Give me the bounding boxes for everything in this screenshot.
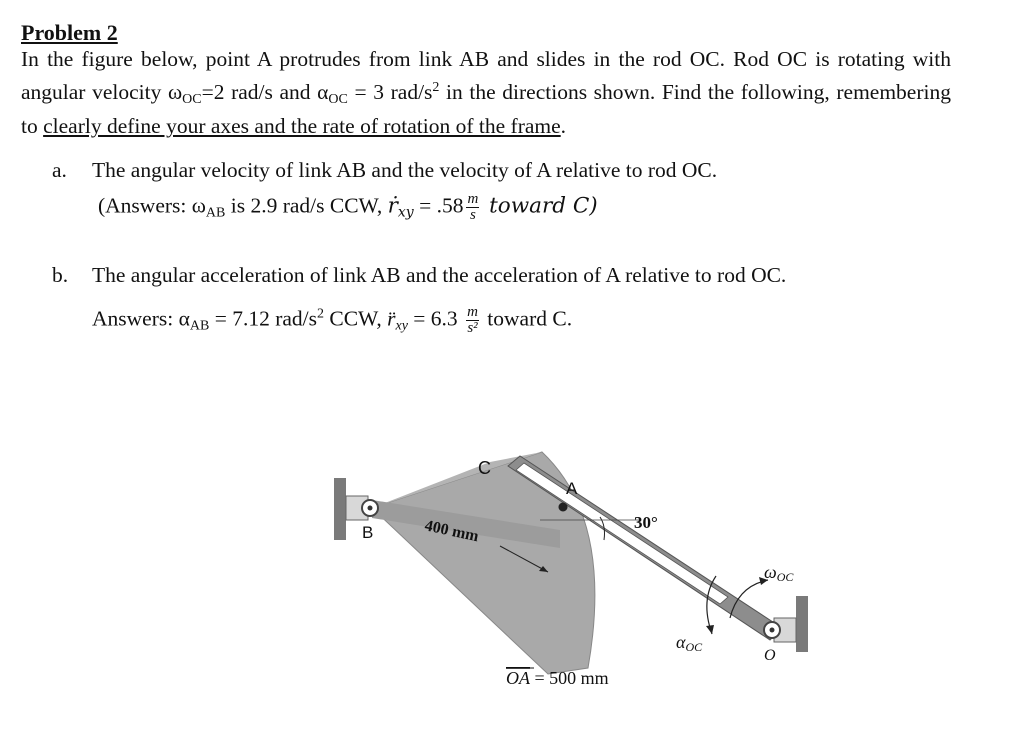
part-b-answer-mid2: CCW,	[323, 306, 388, 331]
pin-o-center	[770, 628, 775, 633]
label-400mm: 400 mm	[423, 517, 481, 546]
part-a-answer-value: = .58	[413, 193, 464, 218]
part-a-answer-end: toward C)	[482, 193, 598, 219]
intro-text-2: =2 rad/s and α	[201, 79, 329, 104]
part-b-label: b.	[52, 263, 69, 287]
part-b-answer-prefix: Answers: α	[92, 306, 190, 331]
label-oa-length: OA = 500 mm	[506, 668, 609, 688]
pin-b-center	[368, 506, 373, 511]
r-ddot-subscript: xy	[395, 318, 408, 334]
label-c: C	[478, 458, 491, 478]
part-a-question: The angular velocity of link AB and the velocity of A relative to rod OC.	[92, 158, 718, 182]
part-a-frac-den: s	[469, 207, 476, 223]
alpha-oc-arrowhead	[706, 625, 714, 634]
part-b-answer-end: toward C.	[481, 306, 573, 331]
wall-support-o	[796, 596, 808, 652]
r-dot-symbol: ṙ	[387, 193, 398, 219]
intro-squared: 2	[432, 79, 440, 95]
part-a-answer-mid: is 2.9 rad/s CCW,	[225, 193, 388, 218]
problem-title: Problem 2	[21, 20, 118, 45]
part-b-answer-mid: = 7.12 rad/s	[209, 306, 317, 331]
label-b: B	[362, 523, 374, 542]
intro-text-1: In the figure below, point A protrudes from link AB and slides in the rod OC. Rod OC is rotating with angular velocity ω	[21, 47, 951, 104]
r-ddot-symbol: r̈	[387, 306, 396, 331]
part-a-answer-prefix: (Answers: ω	[98, 193, 206, 218]
part-a-answer-sub: AB	[205, 205, 226, 221]
wall-support-b	[334, 478, 346, 540]
pin-a	[559, 503, 568, 512]
part-b-answer-value: = 6.3	[407, 306, 464, 331]
intro-end: .	[560, 114, 567, 138]
part-b-frac-den: s²	[467, 320, 478, 336]
intro-text-4: in the directions shown. Find the following, remembering to	[21, 79, 951, 138]
label-a: A	[566, 479, 578, 498]
omega-oc-subscript: OC	[182, 91, 202, 107]
part-b-question: The angular acceleration of link AB and the acceleration of A relative to rod OC.	[92, 263, 787, 287]
intro-text-3: = 3 rad/s	[347, 79, 433, 104]
label-o: O	[764, 647, 776, 664]
part-b-frac-num: m	[467, 304, 478, 320]
alpha-oc-subscript: OC	[328, 91, 348, 107]
label-omega-oc: ωOC	[764, 562, 794, 584]
label-alpha-oc: αOC	[676, 632, 703, 654]
part-a-frac-num: m	[467, 191, 479, 207]
label-30deg: 30°	[634, 513, 658, 532]
part-b-answer-squared: 2	[316, 306, 324, 322]
intro-underlined-instruction: clearly define your axes and the rate of rotation of the frame	[43, 114, 561, 138]
r-dot-subscript: xy	[397, 204, 414, 221]
part-a-label: a.	[52, 158, 67, 182]
part-b-answer-sub: AB	[189, 318, 210, 334]
